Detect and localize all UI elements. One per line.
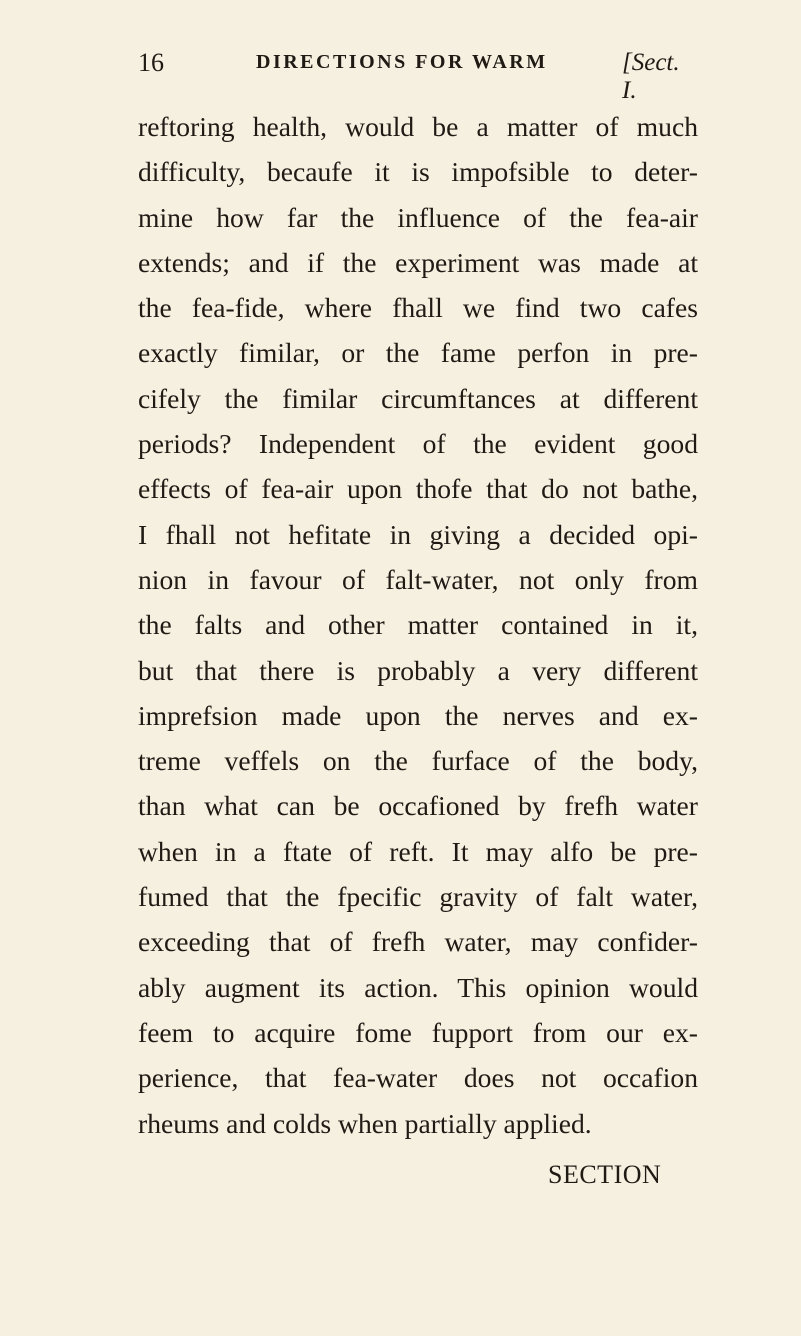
catchword: SECTION <box>548 1160 662 1189</box>
text-line: mine how far the influence of the fea-air <box>138 201 698 233</box>
header-title: DIRECTIONS FOR WARM <box>256 51 548 73</box>
text-line: ably augment its action. This opinion would <box>138 971 698 1003</box>
text-line: exactly fimilar, or the fame perfon in pre- <box>138 337 698 369</box>
text-line: than what can be occafioned by frefh water <box>138 790 698 822</box>
text-line: imprefsion made upon the nerves and ex- <box>138 699 698 731</box>
text-line: feem to acquire fome fupport from our ex- <box>138 1016 698 1048</box>
text-line: perience, that fea-water does not occafion <box>138 1062 698 1094</box>
text-line: nion in favour of falt-water, not only from <box>138 563 698 595</box>
text-line: the fea-fide, where fhall we find two cafes <box>138 292 698 324</box>
page-number: 16 <box>138 48 164 77</box>
text-line: when in a ftate of reft. It may alfo be pre- <box>138 835 698 867</box>
text-line: the falts and other matter contained in it, <box>138 609 698 641</box>
text-line: exceeding that of frefh water, may confider- <box>138 926 698 958</box>
text-line: I fhall not hefitate in giving a decided opi- <box>138 518 698 550</box>
running-head <box>138 48 698 104</box>
text-line: cifely the fimilar circumftances at different <box>138 382 698 414</box>
text-line: fumed that the fpecific gravity of falt water, <box>138 881 698 913</box>
text-line: reftoring health, would be a matter of much <box>138 111 698 142</box>
text-line: difficulty, becaufe it is impofsible to deter- <box>138 156 698 188</box>
text-line: periods? Independent of the evident good <box>138 428 698 460</box>
section-reference: [Sect. I. <box>622 49 680 104</box>
text-line: effects of fea-air upon thofe that do not bathe, <box>138 473 698 505</box>
text-line: rheums and colds when partially applied. <box>138 1107 592 1139</box>
text-line: extends; and if the experiment was made at <box>138 246 698 278</box>
text-line: treme veffels on the furface of the body, <box>138 745 698 777</box>
text-line: but that there is probably a very different <box>138 654 698 686</box>
body-text <box>138 104 698 1146</box>
